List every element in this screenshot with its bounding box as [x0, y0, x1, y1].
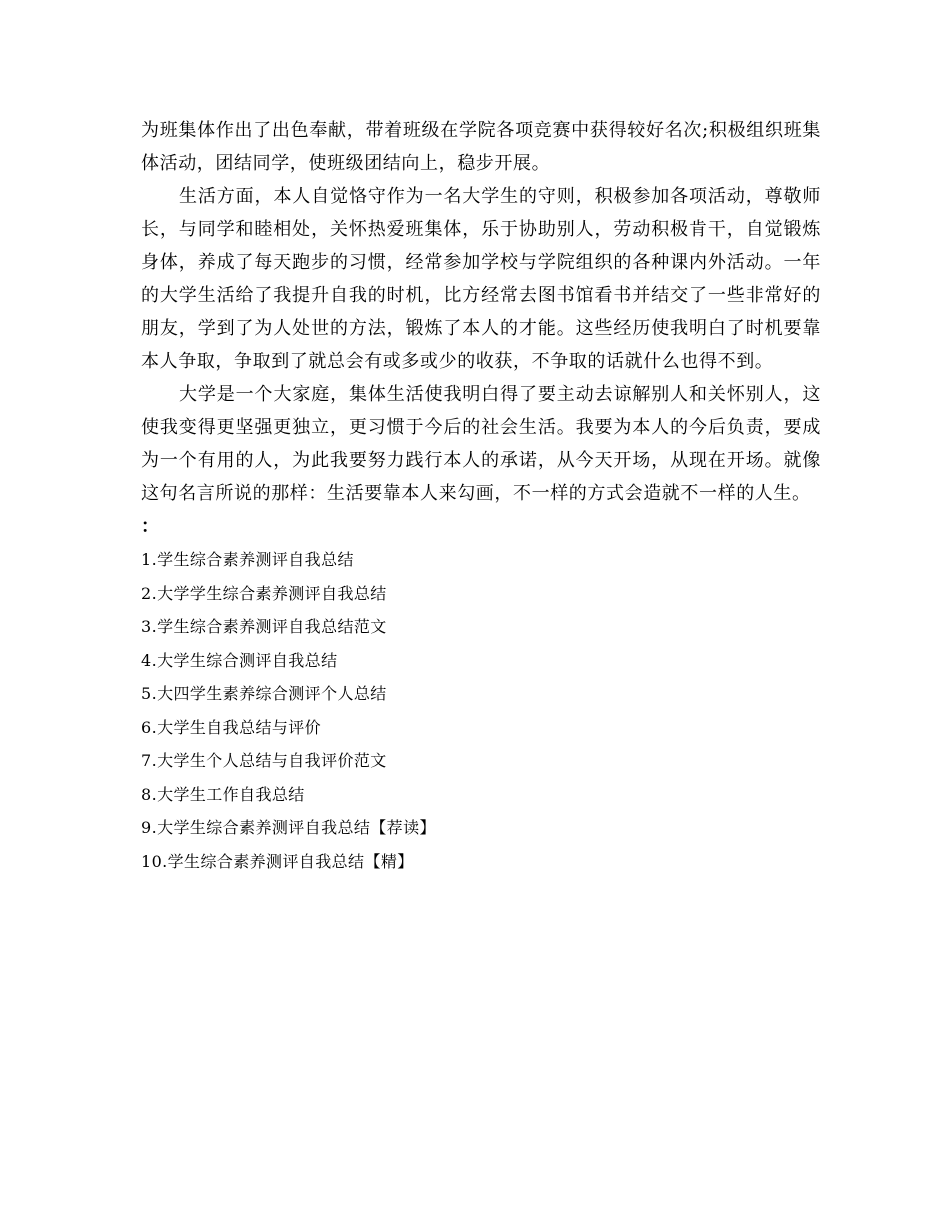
- paragraph-daily-life: 生活方面，本人自觉恪守作为一名大学生的守则，积极参加各项活动，尊敬师长，与同学和睦相处，关怀热爱班集体，乐于协助别人，劳动积极肯干，自觉锻炼身体，养成了每天跑步的习惯，经常参加学校与学院组织的各种课内外活动。一年的大学生活给了我提升自我的时机，比方经常去图书馆看书并结交了一些非常好的朋友，学到了为人处世的方法，锻炼了本人的才能。这些经历使我明白了时机要靠本人争取，争取到了就总会有或多或少的收获，不争取的话就什么也得不到。: [141, 186, 821, 372]
- related-article-link[interactable]: 3.学生综合素养测评自我总结范文: [141, 617, 387, 636]
- related-article-link[interactable]: 6.大学生自我总结与评价: [141, 717, 322, 737]
- related-article-link[interactable]: 10.学生综合素养测评自我总结【精】: [141, 851, 414, 871]
- related-article-link[interactable]: 4.大学生综合测评自我总结: [141, 650, 338, 670]
- related-article-link[interactable]: 5.大四学生素养综合测评个人总结: [141, 684, 387, 703]
- related-article-link[interactable]: 7.大学生个人总结与自我评价范文: [141, 751, 387, 770]
- document-body: [141, 114, 821, 878]
- related-article-link[interactable]: 2.大学学生综合素养测评自我总结: [141, 583, 387, 603]
- related-article-link[interactable]: 9.大学生综合素养测评自我总结【荐读】: [141, 818, 436, 837]
- colon-separator: ：: [141, 516, 159, 537]
- related-article-link[interactable]: 1.学生综合素养测评自我总结: [141, 550, 354, 569]
- related-articles-list: [141, 543, 821, 878]
- paragraph-university-family: 大学是一个大家庭，集体生活使我明白得了要主动去谅解别人和关怀别人，这使我变得更坚强更独立，更习惯于今后的社会生活。我要为本人的今后负责，要成为一个有用的人，为此我要努力践行本人的承诺，从今天开场，从现在开场。就像这句名言所说的那样：生活要靠本人来勾画，不一样的方式会造就不一样的人生。: [141, 384, 821, 504]
- related-article-link[interactable]: 8.大学生工作自我总结: [141, 784, 305, 804]
- paragraph-class-contribution: 为班集体作出了出色奉献，带着班级在学院各项竞赛中获得较好名次;积极组织班集体活动，团结同学，使班级团结向上，稳步开展。: [141, 120, 821, 174]
